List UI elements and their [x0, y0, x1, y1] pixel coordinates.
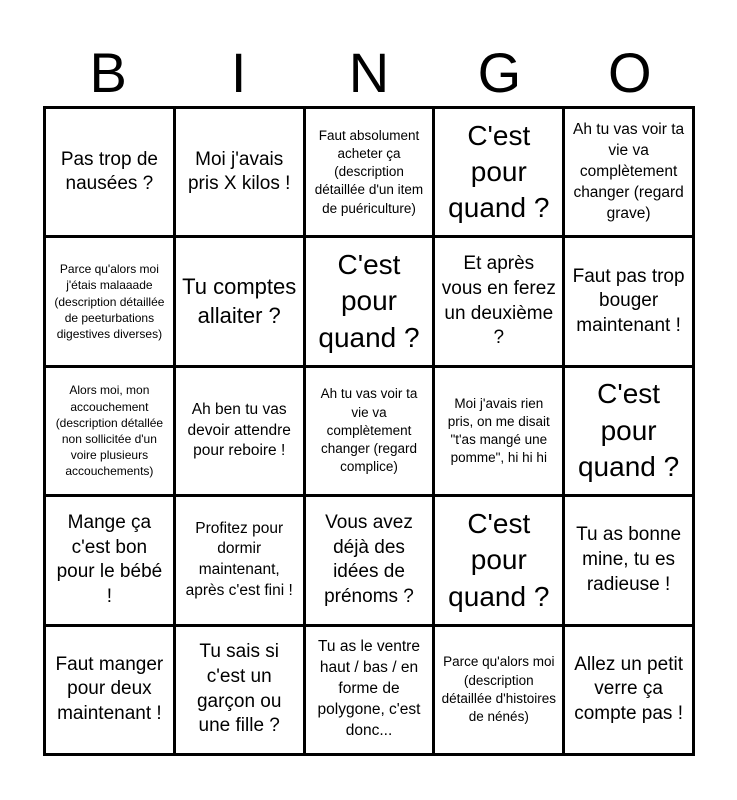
bingo-cell[interactable]: C'est pour quand ?: [565, 368, 692, 494]
bingo-cell[interactable]: Ah ben tu vas devoir attendre pour reboire !: [176, 368, 303, 494]
bingo-cell[interactable]: Profitez pour dormir maintenant, après c'est fini !: [176, 497, 303, 623]
bingo-cell[interactable]: Allez un petit verre ça compte pas !: [565, 627, 692, 753]
header-letter-b: B: [89, 41, 127, 104]
bingo-cell[interactable]: Moi j'avais rien pris, on me disait "t'as mangé une pomme", hi hi hi: [435, 368, 562, 494]
bingo-header: [43, 42, 695, 104]
bingo-cell[interactable]: Alors moi, mon accouchement (description détallée non sollicitée d'un voire plusieurs accouchements): [46, 368, 173, 494]
header-letter-g: G: [477, 41, 522, 104]
bingo-cell[interactable]: Moi j'avais pris X kilos !: [176, 109, 303, 235]
header-letter-o: O: [608, 41, 652, 104]
bingo-cell[interactable]: Pas trop de nausées ?: [46, 109, 173, 235]
bingo-cell[interactable]: Parce qu'alors moi (description détaillée d'histoires de nénés): [435, 627, 562, 753]
bingo-cell[interactable]: Tu as bonne mine, tu es radieuse !: [565, 497, 692, 623]
bingo-cell[interactable]: Tu comptes allaiter ?: [176, 238, 303, 364]
bingo-cell[interactable]: Mange ça c'est bon pour le bébé !: [46, 497, 173, 623]
header-letter-i: I: [230, 41, 247, 104]
header-letter-n: N: [348, 41, 390, 104]
bingo-grid: [43, 106, 695, 756]
bingo-cell[interactable]: C'est pour quand ?: [306, 238, 433, 364]
bingo-cell[interactable]: C'est pour quand ?: [435, 109, 562, 235]
bingo-cell[interactable]: Parce qu'alors moi j'étais malaaade (description détaillée de peeturbations digestives diverses): [46, 238, 173, 364]
bingo-cell[interactable]: Ah tu vas voir ta vie va complètement changer (regard complice): [306, 368, 433, 494]
bingo-cell[interactable]: Et après vous en ferez un deuxième ?: [435, 238, 562, 364]
bingo-cell[interactable]: Faut pas trop bouger maintenant !: [565, 238, 692, 364]
bingo-cell[interactable]: Tu as le ventre haut / bas / en forme de polygone, c'est donc...: [306, 627, 433, 753]
bingo-cell[interactable]: Tu sais si c'est un garçon ou une fille ?: [176, 627, 303, 753]
bingo-cell[interactable]: Faut absolument acheter ça (description détaillée d'un item de puériculture): [306, 109, 433, 235]
bingo-cell[interactable]: Ah tu vas voir ta vie va complètement changer (regard grave): [565, 109, 692, 235]
bingo-cell[interactable]: C'est pour quand ?: [435, 497, 562, 623]
bingo-cell[interactable]: Vous avez déjà des idées de prénoms ?: [306, 497, 433, 623]
bingo-cell[interactable]: Faut manger pour deux maintenant !: [46, 627, 173, 753]
